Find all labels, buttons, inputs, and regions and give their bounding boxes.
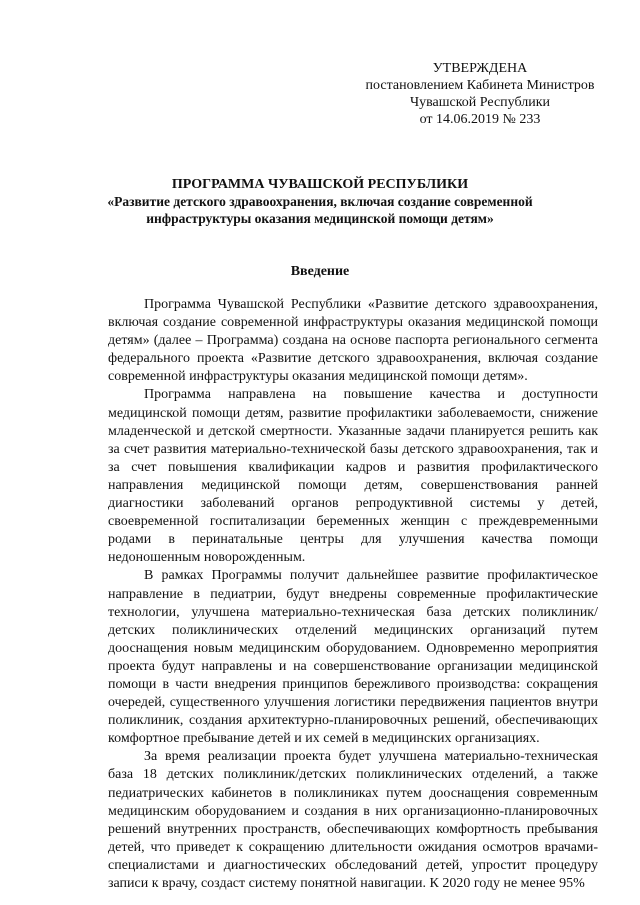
paragraph: В рамках Программы получит дальнейшее развитие профилактическое направление в педиатрии, будут внедрены современные профилактические технологии, улучшена материально-техническая база детских поликлиник/детских поликлинических отделений медицинских организаций путем дооснащения новым медицинским оборудованием. Одновременно мероприятия проекта будут направлены и на совершенствование организации медицинской помощи в части внедрения принципов бережливого производства: сокращения очередей, существенного улучшения логистики передвижения пациентов внутри поликлиник, создания архитектурно-планировочных решений, обеспечивающих комфортное пребывание детей и их семей в медицинских организациях. [108,568,598,747]
program-subtitle-line2: инфраструктуры оказания медицинской помощи детям» [146,211,494,226]
approval-stamp [355,60,605,128]
section-heading: Введение [290,264,350,279]
approval-date-number: от 14.06.2019 № 233 [419,112,541,127]
paragraph: За время реализации проекта будет улучшена материально-техническая база 18 детских поликлиник/детских поликлинических отделений, а также педиатрических кабинетов в поликлиниках путем дооснащения современным медицинским оборудованием и создания в них организационно-планировочных решений внутренних пространств, обеспечивающих комфортность пребывания детей, что приведет к сокращению длительности ожидания осмотров врачами-специалистами и диагностических обследований детей, упростит процедуру записи к врачу, создаст систему понятной навигации. К 2020 году не менее 95% [108,749,598,891]
program-title-block [80,176,560,227]
approval-title: УТВЕРЖДЕНА [432,61,528,76]
paragraph: Программа направлена на повышение качества и доступности медицинской помощи детям, развитие профилактики заболеваемости, снижение младенческой и детской смертности. Указанные задачи планируется решить как за счет развития материально-технической базы детского здравоохранения, так и за счет повышения квалификации кадров и развития профилактического направления медицинской помощи детям, совершенствования ранней диагностики заболеваний органов репродуктивной системы у детей, своевременной госпитализации беременных женщин с преждевременными родами в перинатальные центры для улучшения качества помощи недоношенным новорожденным. [108,387,598,566]
approval-issuer: постановлением Кабинета Министров [365,78,595,93]
program-subtitle-line1: «Развитие детского здравоохранения, включая создание современной [107,194,533,209]
body-text [108,296,598,893]
approval-republic: Чувашской Республики [409,95,551,110]
program-title: ПРОГРАММА ЧУВАШСКОЙ РЕСПУБЛИКИ [171,177,469,192]
paragraph: Программа Чувашской Республики «Развитие детского здравоохранения, включая создание современной инфраструктуры оказания медицинской помощи детям» (далее – Программа) создана на основе паспорта регионального сегмента федерального проекта «Развитие детского здравоохранения, включая создание современной инфраструктуры оказания медицинской помощи детям». [108,297,598,385]
